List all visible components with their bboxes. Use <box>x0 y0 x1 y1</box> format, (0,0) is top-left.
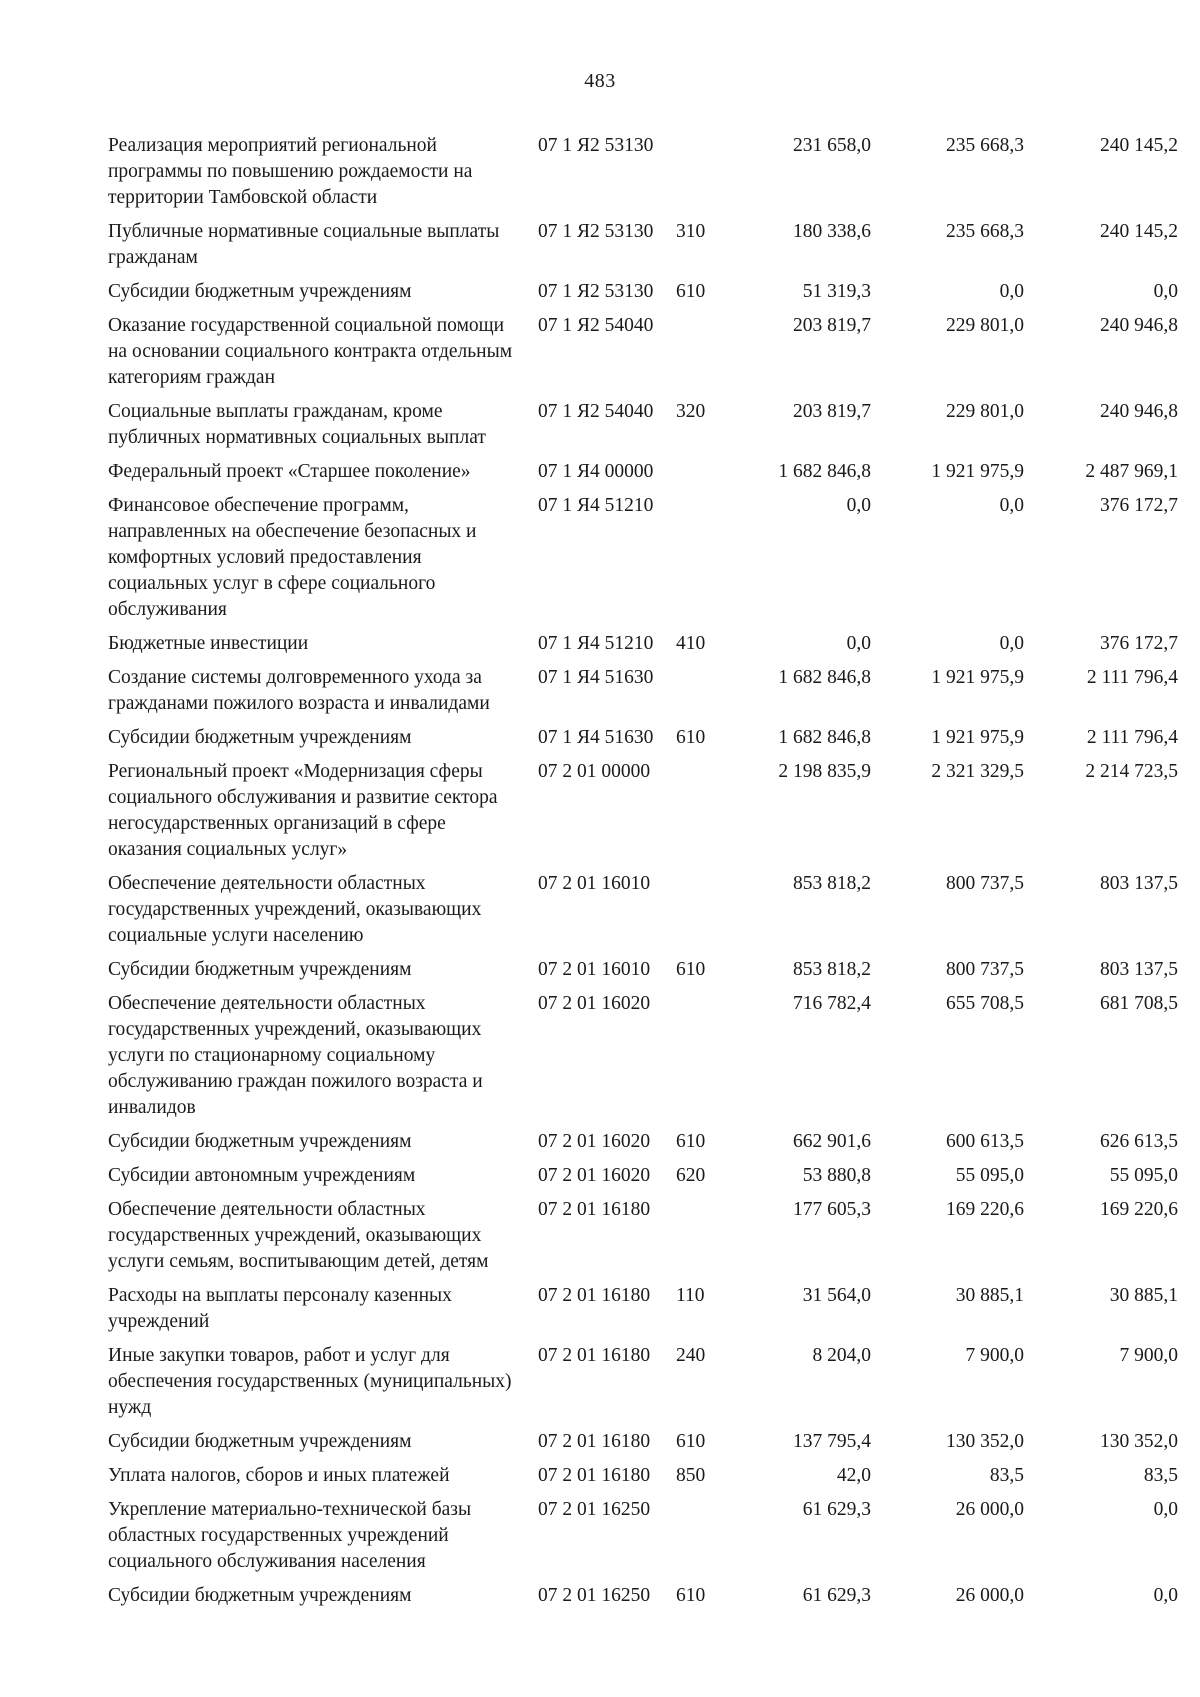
expense-type-code: 110 <box>676 1285 705 1306</box>
table-row <box>108 628 1178 662</box>
expense-name: Создание системы долговременного ухода за гражданами пожилого возраста и инвалидами <box>108 667 490 714</box>
amount-year-3: 240 145,2 <box>1100 135 1178 156</box>
amount-year-2: 2 321 329,5 <box>931 761 1024 782</box>
amount-year-3: 240 145,2 <box>1100 221 1178 242</box>
table-row <box>108 490 1178 628</box>
target-article-code: 07 1 Я4 51630 <box>538 727 654 748</box>
expense-type-code: 610 <box>676 1431 706 1452</box>
target-article-code: 07 1 Я4 51210 <box>538 633 654 654</box>
expense-name: Оказание государственной социальной помощи на основании социального контракта отдельным категориям граждан <box>108 315 513 388</box>
amount-year-3: 803 137,5 <box>1100 959 1178 980</box>
target-article-code: 07 2 01 16250 <box>538 1499 651 1520</box>
amount-year-3: 681 708,5 <box>1100 993 1178 1014</box>
expense-name: Региональный проект «Модернизация сферы социального обслуживания и развитие сектора негосударственных организаций в сфере оказания социальных услуг» <box>108 761 498 860</box>
amount-year-1: 1 682 846,8 <box>778 667 871 688</box>
expense-name: Обеспечение деятельности областных государственных учреждений, оказывающих услуги по стационарному социальному обслуживанию граждан пожилого возраста и инвалидов <box>108 993 483 1118</box>
target-article-code: 07 2 01 16180 <box>538 1285 651 1306</box>
amount-year-2: 235 668,3 <box>946 221 1024 242</box>
amount-year-3: 376 172,7 <box>1100 633 1178 654</box>
table-row <box>108 756 1178 868</box>
amount-year-1: 51 319,3 <box>802 281 871 302</box>
target-article-code: 07 1 Я4 51210 <box>538 495 654 516</box>
amount-year-1: 716 782,4 <box>793 993 871 1014</box>
expense-type-code: 410 <box>676 633 706 654</box>
amount-year-2: 235 668,3 <box>946 135 1024 156</box>
expense-type-code: 310 <box>676 221 706 242</box>
table-row <box>108 988 1178 1126</box>
amount-year-2: 229 801,0 <box>946 401 1024 422</box>
expense-name: Субсидии бюджетным учреждениям <box>108 1585 412 1606</box>
table-row <box>108 1580 1178 1614</box>
amount-year-1: 180 338,6 <box>793 221 871 242</box>
table-row <box>108 868 1178 954</box>
amount-year-3: 55 095,0 <box>1109 1165 1178 1186</box>
amount-year-3: 0,0 <box>1153 1585 1178 1606</box>
budget-table <box>108 130 1178 1614</box>
table-row <box>108 1126 1178 1160</box>
amount-year-1: 662 901,6 <box>793 1131 871 1152</box>
amount-year-1: 0,0 <box>846 495 871 516</box>
table-row <box>108 662 1178 722</box>
expense-name: Федеральный проект «Старшее поколение» <box>108 461 471 482</box>
amount-year-3: 169 220,6 <box>1100 1199 1178 1220</box>
target-article-code: 07 2 01 16180 <box>538 1199 651 1220</box>
expense-name: Субсидии бюджетным учреждениям <box>108 281 412 302</box>
amount-year-1: 177 605,3 <box>793 1199 871 1220</box>
expense-name: Субсидии бюджетным учреждениям <box>108 727 412 748</box>
amount-year-1: 137 795,4 <box>793 1431 871 1452</box>
target-article-code: 07 1 Я2 54040 <box>538 315 654 336</box>
table-row <box>108 130 1178 216</box>
table-row <box>108 1460 1178 1494</box>
amount-year-1: 2 198 835,9 <box>778 761 871 782</box>
amount-year-3: 130 352,0 <box>1100 1431 1178 1452</box>
amount-year-2: 26 000,0 <box>955 1585 1024 1606</box>
amount-year-1: 1 682 846,8 <box>778 727 871 748</box>
amount-year-1: 853 818,2 <box>793 959 871 980</box>
target-article-code: 07 2 01 16020 <box>538 993 651 1014</box>
expense-name: Укрепление материально-технической базы областных государственных учреждений социального обслуживания населения <box>108 1499 472 1572</box>
amount-year-1: 53 880,8 <box>802 1165 871 1186</box>
amount-year-3: 240 946,8 <box>1100 315 1178 336</box>
amount-year-3: 2 214 723,5 <box>1085 761 1178 782</box>
amount-year-3: 2 111 796,4 <box>1086 667 1178 688</box>
target-article-code: 07 2 01 16250 <box>538 1585 651 1606</box>
target-article-code: 07 1 Я2 53130 <box>538 135 654 156</box>
amount-year-2: 1 921 975,9 <box>931 461 1024 482</box>
expense-name: Финансовое обеспечение программ, направленных на обеспечение безопасных и комфортных условий предоставления социальных услуг в сфере социального обслуживания <box>108 495 477 620</box>
target-article-code: 07 2 01 16180 <box>538 1431 651 1452</box>
amount-year-2: 1 921 975,9 <box>931 667 1024 688</box>
target-article-code: 07 1 Я2 54040 <box>538 401 654 422</box>
amount-year-2: 0,0 <box>999 633 1024 654</box>
expense-name: Уплата налогов, сборов и иных платежей <box>108 1465 450 1486</box>
amount-year-1: 61 629,3 <box>802 1499 871 1520</box>
amount-year-2: 26 000,0 <box>955 1499 1024 1520</box>
expense-type-code: 610 <box>676 727 706 748</box>
expense-name: Реализация мероприятий региональной программы по повышению рождаемости на территории Тамбовской области <box>108 135 473 208</box>
amount-year-2: 83,5 <box>989 1465 1024 1486</box>
expense-type-code: 620 <box>676 1165 706 1186</box>
target-article-code: 07 1 Я2 53130 <box>538 281 654 302</box>
expense-type-code: 610 <box>676 1131 706 1152</box>
table-row <box>108 310 1178 396</box>
amount-year-1: 8 204,0 <box>812 1345 871 1366</box>
amount-year-3: 83,5 <box>1143 1465 1178 1486</box>
table-row <box>108 276 1178 310</box>
table-row <box>108 722 1178 756</box>
amount-year-2: 600 613,5 <box>946 1131 1024 1152</box>
expense-type-code: 610 <box>676 1585 706 1606</box>
target-article-code: 07 1 Я2 53130 <box>538 221 654 242</box>
table-row <box>108 1340 1178 1426</box>
amount-year-2: 229 801,0 <box>946 315 1024 336</box>
amount-year-1: 1 682 846,8 <box>778 461 871 482</box>
table-row <box>108 456 1178 490</box>
table-row <box>108 1194 1178 1280</box>
table-row <box>108 954 1178 988</box>
amount-year-2: 7 900,0 <box>965 1345 1024 1366</box>
amount-year-1: 203 819,7 <box>793 315 871 336</box>
amount-year-2: 30 885,1 <box>955 1285 1024 1306</box>
amount-year-3: 0,0 <box>1153 281 1178 302</box>
target-article-code: 07 2 01 16010 <box>538 959 651 980</box>
amount-year-2: 1 921 975,9 <box>931 727 1024 748</box>
expense-type-code: 610 <box>676 281 706 302</box>
amount-year-1: 31 564,0 <box>802 1285 871 1306</box>
amount-year-2: 169 220,6 <box>946 1199 1024 1220</box>
table-row <box>108 1494 1178 1580</box>
expense-name: Субсидии бюджетным учреждениям <box>108 959 412 980</box>
amount-year-2: 655 708,5 <box>946 993 1024 1014</box>
amount-year-3: 376 172,7 <box>1100 495 1178 516</box>
target-article-code: 07 2 01 16180 <box>538 1345 651 1366</box>
table-row <box>108 1160 1178 1194</box>
target-article-code: 07 2 01 16020 <box>538 1131 651 1152</box>
expense-name: Иные закупки товаров, работ и услуг для обеспечения государственных (муниципальных) нужд <box>108 1345 512 1418</box>
target-article-code: 07 1 Я4 00000 <box>538 461 654 482</box>
amount-year-2: 130 352,0 <box>946 1431 1024 1452</box>
page-number: 483 <box>584 70 616 92</box>
amount-year-2: 800 737,5 <box>946 873 1024 894</box>
amount-year-1: 231 658,0 <box>793 135 871 156</box>
expense-name: Субсидии бюджетным учреждениям <box>108 1431 412 1452</box>
table-row <box>108 1426 1178 1460</box>
table-row <box>108 1280 1178 1340</box>
table-row <box>108 216 1178 276</box>
amount-year-1: 61 629,3 <box>802 1585 871 1606</box>
amount-year-1: 853 818,2 <box>793 873 871 894</box>
amount-year-3: 626 613,5 <box>1100 1131 1178 1152</box>
amount-year-1: 42,0 <box>836 1465 871 1486</box>
expense-type-code: 610 <box>676 959 706 980</box>
expense-name: Обеспечение деятельности областных государственных учреждений, оказывающих услуги семьям, воспитывающим детей, детям <box>108 1199 489 1272</box>
expense-name: Обеспечение деятельности областных государственных учреждений, оказывающих социальные услуги населению <box>108 873 482 946</box>
amount-year-1: 203 819,7 <box>793 401 871 422</box>
amount-year-3: 0,0 <box>1153 1499 1178 1520</box>
table-row <box>108 396 1178 456</box>
amount-year-2: 800 737,5 <box>946 959 1024 980</box>
expense-name: Публичные нормативные социальные выплаты гражданам <box>108 221 500 268</box>
expense-name: Социальные выплаты гражданам, кроме публичных нормативных социальных выплат <box>108 401 486 448</box>
amount-year-3: 803 137,5 <box>1100 873 1178 894</box>
amount-year-3: 240 946,8 <box>1100 401 1178 422</box>
expense-name: Расходы на выплаты персоналу казенных учреждений <box>108 1285 452 1332</box>
expense-name: Бюджетные инвестиции <box>108 633 309 654</box>
target-article-code: 07 2 01 16180 <box>538 1465 651 1486</box>
amount-year-3: 30 885,1 <box>1109 1285 1178 1306</box>
amount-year-2: 55 095,0 <box>955 1165 1024 1186</box>
target-article-code: 07 2 01 16020 <box>538 1165 651 1186</box>
amount-year-3: 2 487 969,1 <box>1085 461 1178 482</box>
expense-name: Субсидии автономным учреждениям <box>108 1165 416 1186</box>
expense-name: Субсидии бюджетным учреждениям <box>108 1131 412 1152</box>
expense-type-code: 320 <box>676 401 706 422</box>
expense-type-code: 850 <box>676 1465 706 1486</box>
target-article-code: 07 2 01 00000 <box>538 761 651 782</box>
amount-year-1: 0,0 <box>846 633 871 654</box>
amount-year-3: 2 111 796,4 <box>1086 727 1178 748</box>
expense-type-code: 240 <box>676 1345 706 1366</box>
amount-year-2: 0,0 <box>999 281 1024 302</box>
target-article-code: 07 2 01 16010 <box>538 873 651 894</box>
amount-year-3: 7 900,0 <box>1119 1345 1178 1366</box>
amount-year-2: 0,0 <box>999 495 1024 516</box>
target-article-code: 07 1 Я4 51630 <box>538 667 654 688</box>
